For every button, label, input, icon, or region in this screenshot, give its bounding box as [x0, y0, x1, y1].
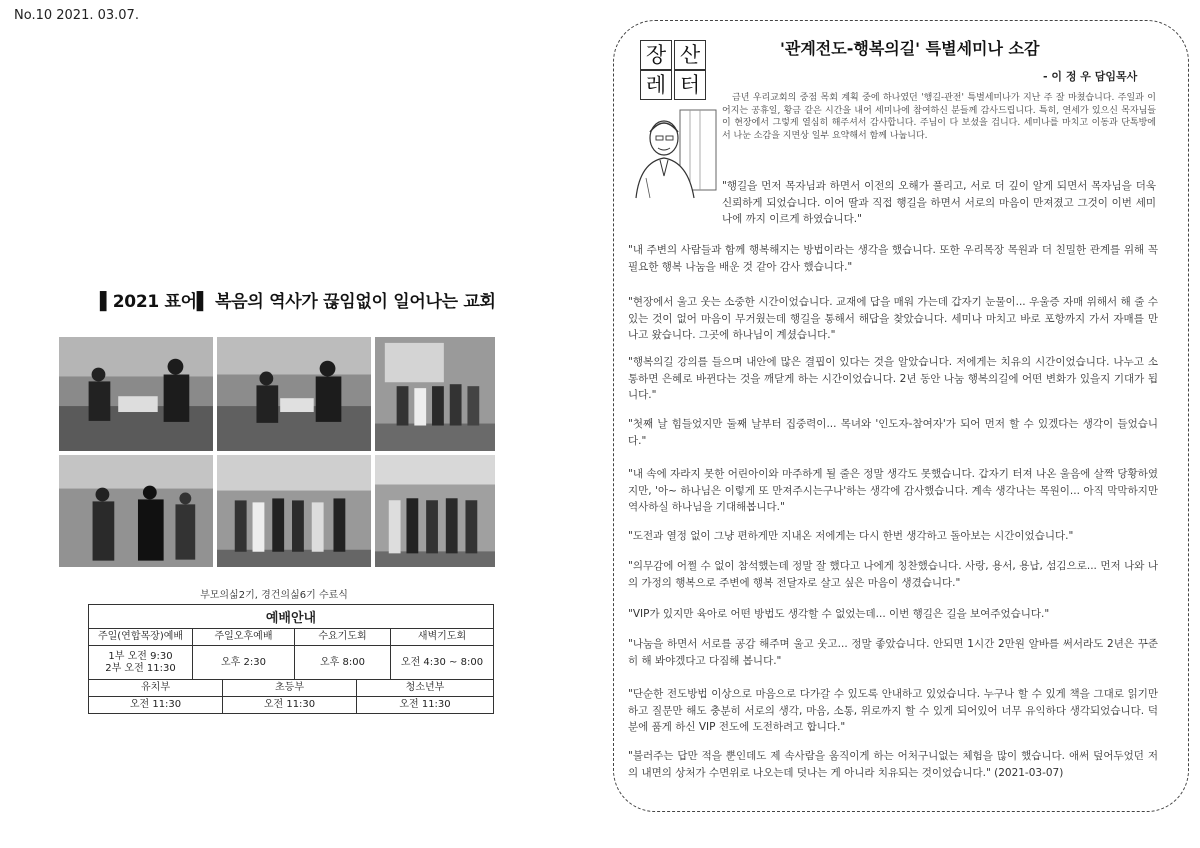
- table-header-cell: 청소년부: [405, 682, 445, 693]
- table-header-cell: 초등부: [223, 680, 357, 696]
- badge-char: 터: [679, 73, 701, 97]
- table-cell: 1부 오전 9:30 2부 오전 11:30: [89, 646, 193, 679]
- pastor-portrait: [624, 106, 720, 200]
- badge-char: 산: [679, 43, 701, 67]
- testimony-paragraph: "나눔을 하면서 서로를 공감 해주며 울고 웃고... 정말 좋았습니다. 안되면 1시간 2만원 알바를 써서라도 2년은 꾸준히 해 봐야겠다고 다짐해 봅니다.": [628, 638, 1158, 667]
- table-cell: 오후 8:00: [295, 646, 391, 679]
- table-header-cell: 유치부: [89, 680, 223, 696]
- group-photo: [374, 336, 496, 452]
- table-row: [89, 697, 493, 713]
- badge-char: 장: [645, 43, 667, 67]
- testimony-paragraph: "단순한 전도방법 이상으로 마음으로 다가갈 수 있도록 안내하고 있었습니다. 누구나 할 수 있게 책을 그대로 읽기만 하고 질문만 해도 충분히 서로의 생각, 마음, 소통, 위로까지 할 수 있게 되어있어 너무 유익하다 생각되었습니다. 덕분에 품게 하신 VIP 전도에 도전하려고 합니다.": [628, 688, 1158, 733]
- column-badge: [634, 38, 716, 100]
- testimony-paragraph: "의무감에 어쩔 수 없이 참석했는데 정말 잘 했다고 나에게 칭찬했습니다. 사랑, 용서, 용납, 섬김으로... 먼저 나와 나의 가정의 행복으로 주변에 행복 전달자로 살고 싶은 마음이 생겼습니다.": [628, 560, 1158, 589]
- yearly-motto: ▌2021 표어▌ 복음의 역사가 끊임없이 일어나는 교회: [100, 292, 496, 312]
- testimony-paragraph: "내 속에 자라지 못한 어린아이와 마주하게 될 줄은 정말 생각도 못했습니다. 갑자기 터져 나온 울음에 살짝 당황하였지만, '아~ 하나님은 이렇게 또 만져주시는구나'하는 생각에 감사했습니다. 계속 생각나는 목원이... 아직 막막하지만 역사하실 하나님을 기대해봅니다.": [628, 468, 1158, 513]
- issue-number: No.10 2021. 03.07.: [14, 8, 139, 23]
- group-photo: [216, 454, 372, 568]
- letter-author: - 이 정 우 담임목사: [1043, 70, 1138, 83]
- photo-caption: 부모의싦2기, 경건의싦6기 수료식: [200, 590, 348, 601]
- group-photo: [374, 454, 496, 568]
- ceremony-photo: [58, 336, 214, 452]
- testimony-paragraph: "도전과 열정 없이 그냥 편하게만 지내온 저에게는 다시 한번 생각하고 돌아보는 시간이었습니다.": [628, 530, 1074, 542]
- table-cell: 오전 11:30: [89, 697, 223, 713]
- table-header-cell: 주일(연합목장)예배: [89, 629, 193, 645]
- ceremony-photo: [58, 454, 214, 568]
- table-row: [89, 680, 493, 697]
- testimony-paragraph: "첫째 날 힘들었지만 둘째 날부터 집중력이... 목녀와 '인도자-참여자'가 되어 먼저 할 수 있겠다는 생각이 들었습니다.": [628, 418, 1158, 447]
- table-cell: 오전 11:30: [399, 699, 451, 710]
- worship-schedule-table: [88, 604, 494, 714]
- table-cell: 오후 2:30: [193, 646, 295, 679]
- table-header-cell: 주일오후예배: [193, 629, 295, 645]
- worship-title: 예배안내: [89, 605, 493, 629]
- letter-intro: 금년 우리교회의 중점 목회 계획 중에 하나였던 '행길-관전' 특별세미나가 지난 주 잘 마쳤습니다. 주일과 이어지는 공휴일, 황금 같은 시간을 내어 세미나에 참여하신 분들께 감사드립니다. 특히, 연세가 있으신 목자님들이 현장에서 그렇게 열심히 해주셔서 감사합니다. 주님이 다 보셨을 겁니다. 세미나를 마치고 이동과 단톡방에서 나눈 소감을 지면상 일부 요약해서 함께 나눕니다.: [722, 93, 1156, 141]
- testimony-paragraph: "VIP가 있지만 육아로 어떤 방법도 생각할 수 없었는데... 이번 행길은 길을 보여주었습니다.": [628, 608, 1050, 620]
- table-header-cell: 새벽기도회: [417, 631, 467, 642]
- table-cell: 오전 11:30: [223, 697, 357, 713]
- ceremony-photo: [216, 336, 372, 452]
- photo-grid: [58, 336, 496, 568]
- testimony-paragraph: "불러주는 답만 적을 뿐인데도 제 속사람을 움직이게 하는 어처구니없는 체험을 많이 했습니다. 애써 덮어두었던 저의 내면의 상처가 수면위로 나오는데 덧나는 게 아니라 치유되는 것이었습니다." (2021-03-07): [628, 750, 1158, 779]
- testimony-paragraph: "내 주변의 사람들과 함께 행복해지는 방법이라는 생각을 했습니다. 또한 우리목장 목원과 더 친밀한 관계를 위해 꼭 필요한 행복 나눔을 배운 것 같아 감사 했습니다.": [628, 244, 1158, 273]
- testimony-paragraph: "현장에서 울고 웃는 소중한 시간이었습니다. 교재에 답을 매워 가는데 갑자기 눈물이... 우울증 자매 위해서 해 줄 수 있는 것이 없어 마음이 무거웠는데 행길을 통해서 해답을 찾았습니다. 세미나 마치고 바로 포항까지 가서 자매를 만나고 왔습니다. 그곳에 하나님이 계셨습니다.": [628, 296, 1158, 341]
- testimony-paragraph: "행길을 먼저 목자님과 하면서 이전의 오해가 풀리고, 서로 더 깊이 알게 되면서 목자님을 더욱 신뢰하게 되었습니다. 이어 딸과 직접 행길을 하면서 서로의 마음이 만져졌고 그것이 이번 세미나에 까지 이르게 하였습니다.": [722, 180, 1156, 225]
- table-header-cell: 수요기도회: [295, 629, 391, 645]
- table-row: [89, 646, 493, 680]
- table-cell: 오전 4:30 ~ 8:00: [400, 656, 484, 668]
- letter-title: '관계전도-행복의길' 특별세미나 소감: [780, 39, 1040, 58]
- badge-char: 레: [645, 73, 667, 97]
- table-row: [89, 629, 493, 646]
- testimony-paragraph: "행복의길 강의를 들으며 내안에 많은 결핍이 있다는 것을 알았습니다. 저에게는 치유의 시간이었습니다. 나누고 소통하면 은혜로 바뀐다는 것을 깨닫게 하는 시간이었습니다. 2년 동안 나눔 행복의길에 어떤 변화가 있을지 기대가 됩니다.": [628, 356, 1158, 401]
